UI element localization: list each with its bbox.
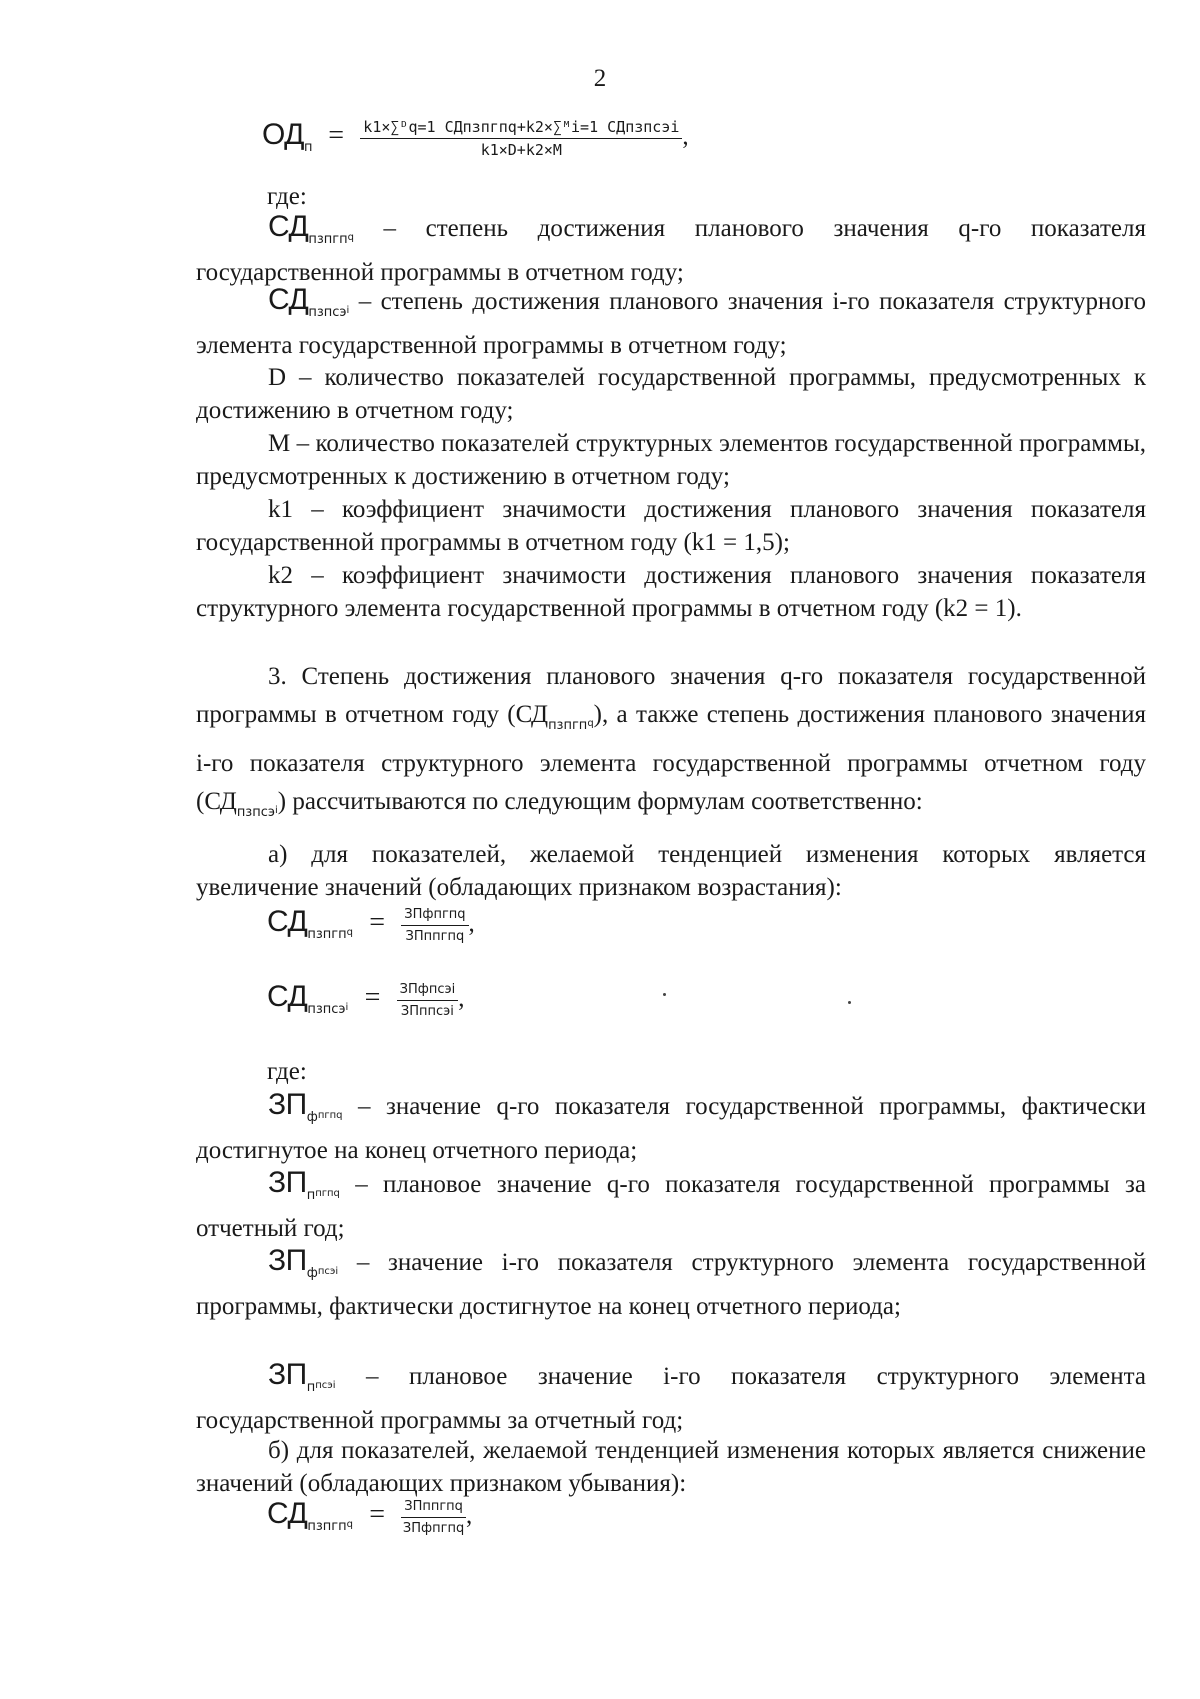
formula-od-numerator: k1×∑ᴰq=1 СДпзпгпq+k2×∑ᴹi=1 СДпзпсэi — [360, 118, 682, 139]
definition-m: M – количество показателей структурных элементов государственной программы, предусмотренных к достижению в отчетном году; — [196, 430, 1146, 490]
where-label-2: где: — [267, 1058, 307, 1085]
formula-a-1: $СД_{пзпгп}q$ = $\frac{\text{ЗПфпгпq}}{\text{ЗПппгпq}}$ , — [267, 905, 475, 944]
definition-sd-pzpgp: $СД_{пзпгп}q$ – степень достижения планового значения q-го показателя государственной программы в отчетном году; — [196, 210, 1146, 286]
definition-zp-f-pgp: $ЗП_фпгпq$ – значение q-го показателя государственной программы, фактически достигнутое на конец отчетного периода; — [196, 1088, 1146, 1164]
paragraph-a: а) для показателей, желаемой тенденцией изменения которых является увеличение значений (обладающих признаком возрастания): — [196, 841, 1146, 901]
formula-a-2-fraction: $\frac{\text{ЗПфпсэi}}{\text{ЗПппсэi}}$ — [397, 981, 459, 1020]
formula-od-denominator: k1×D+k2×M — [480, 141, 562, 159]
paragraph-b: б) для показателей, желаемой тенденцией изменения которых является снижение значений (обладающих признаком убывания): — [196, 1437, 1146, 1497]
formula-a-1-fraction: $\frac{\text{ЗПфпгпq}}{\text{ЗПппгпq}}$ — [401, 906, 468, 945]
formula-b-fraction: $\frac{\text{ЗПппгпq}}{\text{ЗПфпгпq}}$ — [402, 1498, 465, 1536]
formula-od-fraction — [360, 118, 682, 159]
formula-a-2: $СД_{пзпсэ}i$ = $\frac{\text{ЗПфпсэi}}{\text{ЗПппсэi}}$ , — [267, 980, 465, 1019]
where-label-1: где: — [267, 183, 307, 210]
definition-k1: k1 – коэффициент значимости достижения планового значения показателя государственной программы в отчетном году (k1 = 1,5); — [196, 496, 1146, 556]
definition-d: D – количество показателей государственной программы, предусмотренных к достижению в отчетном году; — [196, 364, 1146, 424]
definition-sd-pzpse: $СД_{пзпсэ}i$ – степень достижения планового значения i-го показателя структурного элемента государственной программы в отчетном году; — [196, 283, 1146, 359]
formula-od-lhs: $ОД_п$ — [262, 118, 312, 156]
scan-speck — [848, 1001, 851, 1004]
definition-zp-p-pse: $ЗП_ппсэi$ – плановое значение i-го показателя структурного элемента государственной программы за отчетный год; — [196, 1358, 1146, 1434]
definition-k2: k2 – коэффициент значимости достижения планового значения показателя структурного элемента государственной программы в отчетном году (k2 = 1). — [196, 562, 1146, 622]
definition-zp-p-pgp: $ЗП_ппгпq$ – плановое значение q-го показателя государственной программы за отчетный год; — [196, 1166, 1146, 1242]
paragraph-3: 3. Степень достижения планового значения q-го показателя государственной программы в отчетном году $(СД_{пзпгп}q)$, а также степень достижения планового значения i-го показателя структурного элемента государственной программы отчетном году $(СД_{пзпсэ}i)$ рассчитываются по следующим формулам соответственно: — [196, 663, 1146, 820]
formula-od: $ОД_п$ = $\frac{\text{k1×∑ᴰq=1 СДпзпгпq+k2×∑ᴹi=1 СДпзпсэi}}{k1\times D+k2\times M}$ , — [262, 118, 689, 159]
scan-speck — [663, 993, 666, 996]
definition-zp-f-pse: $ЗП_фпсэi$ – значение i-го показателя структурного элемента государственной программы, фактически достигнутое на конец отчетного периода; — [196, 1244, 1146, 1320]
page-number: 2 — [593, 65, 607, 92]
formula-b: $СД_{пзпгп}q$ = $\frac{\text{ЗПппгпq}}{\text{ЗПфпгпq}}$ , — [267, 1497, 473, 1536]
